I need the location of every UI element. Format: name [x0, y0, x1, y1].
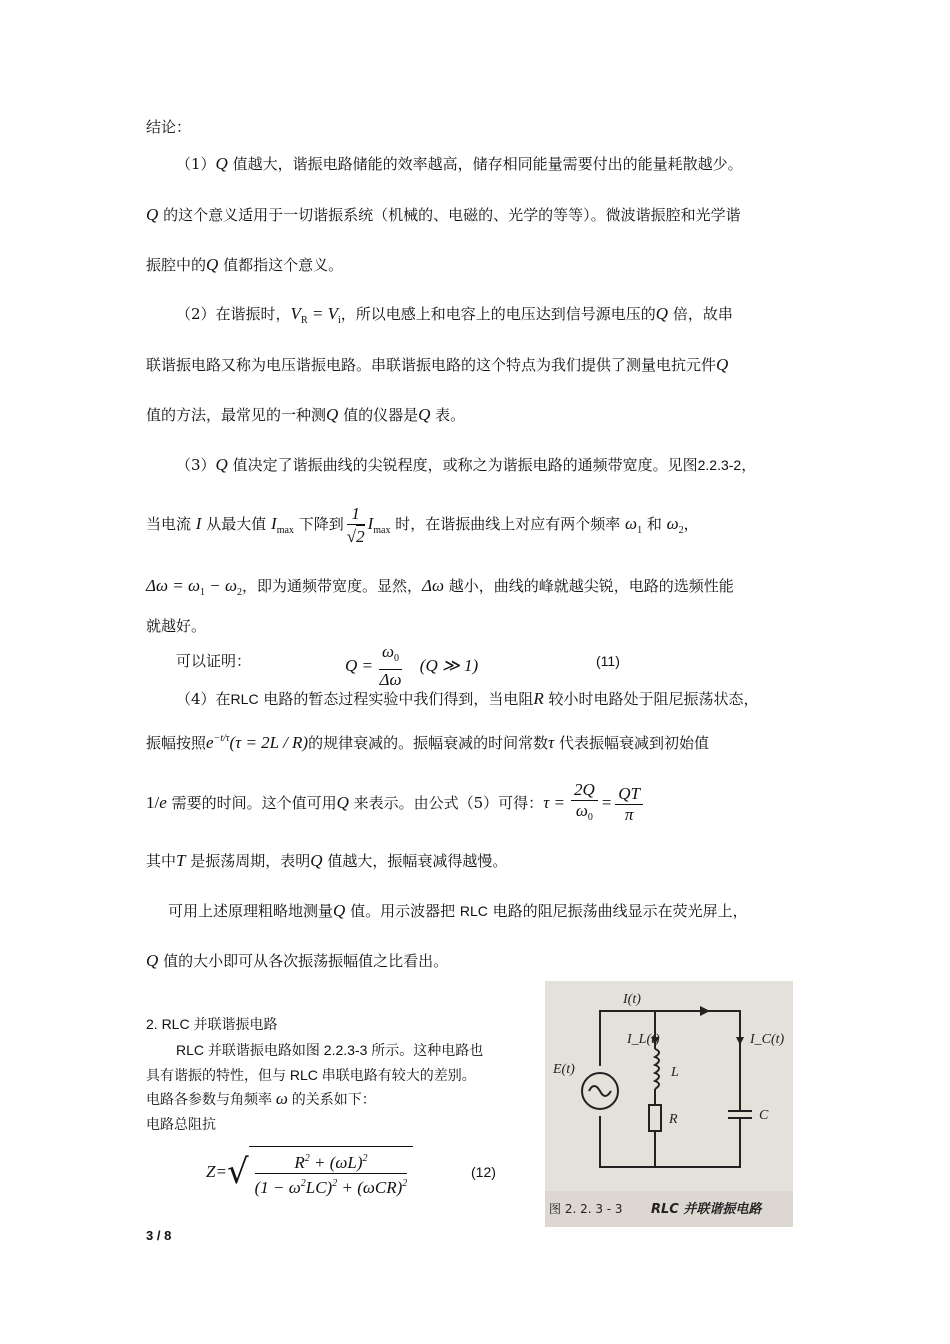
section-2-line-3: 电路各参数与角频率 ω 的关系如下： [146, 1089, 376, 1108]
para-2-line-3: 值的方法，最常见的一种测Q 值的仪器是Q 表。 [146, 405, 466, 424]
circuit-diagram [545, 981, 793, 1227]
label-c: C [759, 1108, 769, 1123]
para-3-line-1: （3）Q 值决定了谐振曲线的尖锐程度，或称之为谐振电路的通频带宽度。见图2.2.3-2， [176, 455, 757, 474]
para-5: 其中T 是振荡周期，表明Q 值越大，振幅衰减得越慢。 [146, 851, 508, 870]
figure-rlc-parallel [545, 981, 793, 1227]
equation-11: Q = $\frac{\omega_0}{\Delta\omega}$ (Q ≫ 1) [345, 642, 479, 689]
para-3-line-3: $\Delta\omega = \omega_1 - \omega_2$，即为通频带宽度。显然，Δω 越小，曲线的峰就越尖锐，电路的选频性能 [146, 576, 734, 598]
figure-caption-number: 图 2. 2. 3 - 3 [549, 1202, 623, 1216]
para-3-line-2: 当电流 I 从最大值 $I_{max}$ 下降到 $\frac{1}{√2}$ $I_{max}$ 时，在谐振曲线上对应有两个频率 $\omega_1$ 和 $\omega_2$， [146, 503, 699, 546]
label-il: I_L(t) [627, 1032, 660, 1047]
label-l: L [671, 1065, 679, 1080]
para-1-line-3: 振腔中的Q 值都指这个意义。 [146, 255, 344, 274]
label-i: I(t) [623, 992, 641, 1007]
page-number: 3 / 8 [146, 1228, 172, 1243]
para-6-line-2: Q 值的大小即可从各次振荡振幅值之比看出。 [146, 951, 449, 970]
label-r: R [669, 1112, 678, 1127]
section-2-line-1: RLC 并联谐振电路如图 2.2.3-3 所示。这种电路也 [176, 1042, 484, 1058]
para-4-line-3: 1/e 需要的时间。这个值可用Q 来表示。由公式（5）可得：τ = $\frac{2Q}{\omega_0}$ = $\frac{QT}{\pi}$ [146, 779, 646, 828]
equation-11-row [176, 649, 251, 673]
para-4-line-2: 振幅按照$e^{-t/\tau}(\tau = 2L / R)$的规律衰减的。振幅衰减的时间常数τ 代表振幅衰减到初始值 [146, 733, 709, 752]
para-3-line-4: 就越好。 [146, 617, 207, 635]
equation-12-number: (12) [471, 1164, 496, 1180]
equation-11-number: (11) [596, 653, 620, 669]
section-2-line-2: 具有谐振的特性，但与 RLC 串联电路有较大的差别。 [146, 1067, 476, 1083]
para-1-line-2: Q 的这个意义适用于一切谐振系统（机械的、电磁的、光学的等等）。微波谐振腔和光学谐 [146, 205, 741, 224]
section-2-line-4: 电路总阻抗 [146, 1116, 216, 1132]
label-e: E(t) [553, 1062, 575, 1077]
para-6-line-1: 可用上述原理粗略地测量Q 值。用示波器把 RLC 电路的阻尼振荡曲线显示在荧光屏上， [168, 901, 748, 920]
para-2-line-2: 联谐振电路又称为电压谐振电路。串联谐振电路的这个特点为我们提供了测量电抗元件Q [146, 355, 729, 374]
equation-12: Z=√ $\frac{R^2 + (\omega L)^2}{(1 - \omega^2LC)^2 + (\omega CR)^2}$ [206, 1146, 416, 1198]
fraction-one-over-root-two: $\frac{1}{√2}$ [346, 503, 365, 546]
label-ic: I_C(t) [750, 1032, 785, 1047]
conclusion-heading: 结论： [146, 118, 192, 136]
section-2-heading: 2. RLC 并联谐振电路 [146, 1016, 278, 1032]
figure-caption-title: RLC 并联谐振电路 [651, 1202, 762, 1217]
para-4-line-1: （4）在RLC 电路的暂态过程实验中我们得到，当电阻R 较小时电路处于阻尼振荡状态， [176, 689, 759, 708]
para-2-line-1: （2）在谐振时，$V_R = V_i$，所以电感上和电容上的电压达到信号源电压的Q 倍，故串 [176, 304, 733, 326]
para-1-line-1: （1）Q 值越大，谐振电路储能的效率越高，储存相同能量需要付出的能量耗散越少。 [176, 154, 743, 173]
prove-label: 可以证明： [176, 652, 252, 670]
